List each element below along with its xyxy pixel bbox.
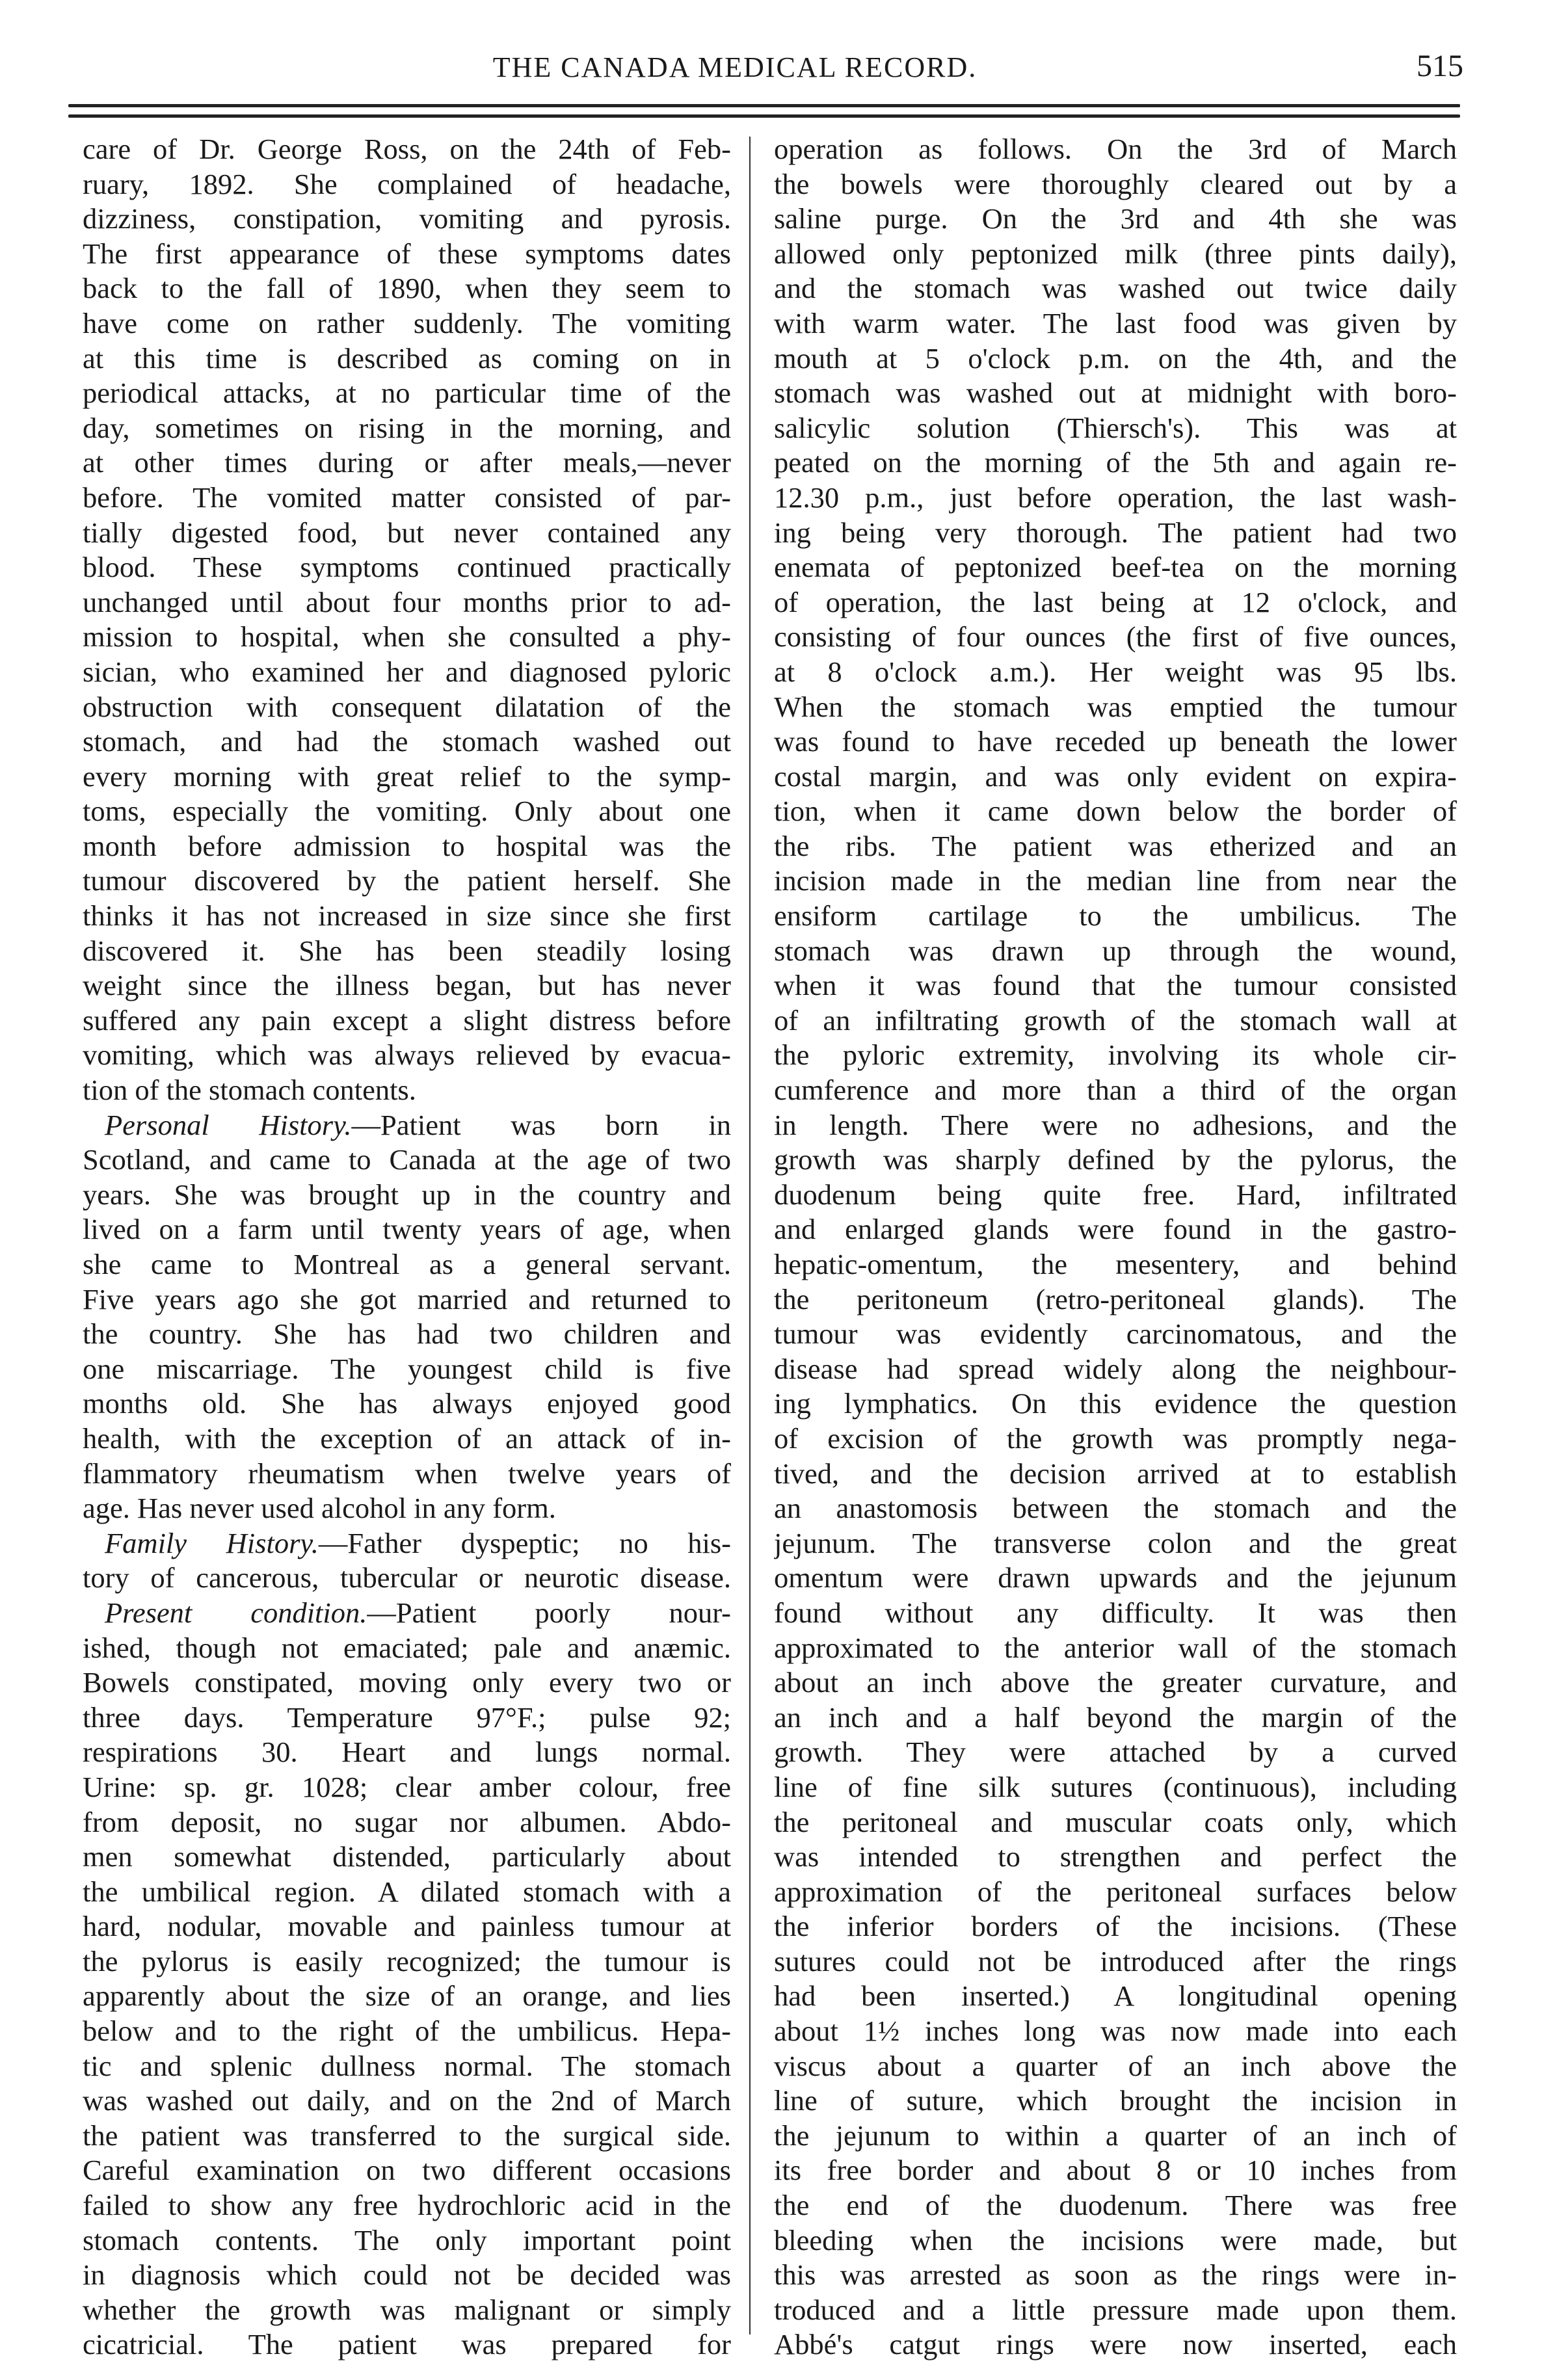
text-line [83, 167, 731, 202]
text-line [83, 1944, 731, 1979]
text-line [774, 968, 1457, 1003]
line-text: stomach was washed out at midnight with boro- [774, 377, 1457, 410]
text-line [774, 1386, 1457, 1421]
text-line [83, 1979, 731, 2014]
text-line [83, 2049, 731, 2084]
line-text: of operation, the last being at 12 o'clock, and [774, 585, 1457, 618]
text-line [83, 1526, 731, 1561]
line-text: hard, nodular, movable and painless tumour at [83, 1910, 731, 1943]
line-text: the country. She has had two children and [83, 1317, 731, 1351]
left-column [83, 132, 731, 2362]
line-text: flammatory rheumatism when twelve years of [83, 1457, 731, 1490]
section-heading: Family History. [105, 1526, 319, 1559]
text-line [774, 2014, 1457, 2049]
text-line [83, 1143, 731, 1178]
text-line [774, 794, 1457, 829]
text-line [774, 1457, 1457, 1492]
text-line [774, 1770, 1457, 1805]
text-line [83, 690, 731, 725]
line-text: ruary, 1892. She complained of headache, [83, 167, 731, 200]
text-line [774, 2119, 1457, 2154]
text-line [774, 1352, 1457, 1387]
text-line [83, 2223, 731, 2258]
text-line [83, 2153, 731, 2188]
line-text: approximation of the peritoneal surfaces below [774, 1875, 1457, 1908]
text-line [83, 794, 731, 829]
text-line [774, 1178, 1457, 1213]
text-line [774, 760, 1457, 795]
line-text: growth was sharply defined by the pylorus, the [774, 1143, 1457, 1176]
line-text: tived, and the decision arrived at to establish [774, 1457, 1457, 1490]
line-text: Scotland, and came to Canada at the age of two [83, 1143, 731, 1176]
text-line [83, 1491, 731, 1526]
text-line [774, 1700, 1457, 1736]
line-text: operation as follows. On the 3rd of March [774, 133, 1457, 165]
text-line [83, 1457, 731, 1492]
line-text: years. She was brought up in the country and [83, 1178, 731, 1211]
text-line [83, 1317, 731, 1352]
line-text: weight since the illness began, but has never [83, 969, 731, 1002]
line-text: incision made in the median line from near the [774, 864, 1457, 897]
line-text: below and to the right of the umbilicus. Hepa- [83, 2015, 731, 2048]
line-text: at 8 o'clock a.m.). Her weight was 95 lbs. [774, 655, 1457, 688]
text-line [83, 202, 731, 237]
line-text: tumour discovered by the patient herself. She [83, 864, 731, 897]
text-line [774, 585, 1457, 620]
text-line [83, 934, 731, 969]
text-line [83, 2258, 731, 2293]
text-line [774, 306, 1457, 341]
line-text: was washed out daily, and on the 2nd of March [83, 2084, 731, 2117]
text-line [83, 1212, 731, 1247]
text-line [83, 376, 731, 411]
line-text: duodenum being quite free. Hard, infiltrated [774, 1178, 1457, 1211]
line-text: the end of the duodenum. There was free [774, 2189, 1457, 2222]
line-text: discovered it. She has been steadily losing [83, 934, 731, 967]
text-line [774, 2049, 1457, 2084]
text-line [774, 1282, 1457, 1317]
text-line [774, 1108, 1457, 1143]
line-text: of an infiltrating growth of the stomach wall at [774, 1003, 1457, 1037]
line-text: month before admission to hospital was the [83, 829, 731, 862]
text-line [774, 2188, 1457, 2223]
text-line [774, 1596, 1457, 1631]
line-text: blood. These symptoms continued practically [83, 551, 731, 584]
text-line [774, 1944, 1457, 1979]
text-line [83, 1631, 731, 1666]
section-heading: Present condition. [105, 1596, 367, 1629]
line-text: the inferior borders of the incisions. (These [774, 1910, 1457, 1943]
line-text: respirations 30. Heart and lungs normal. [83, 1736, 731, 1769]
line-text: saline purge. On the 3rd and 4th she was [774, 202, 1457, 235]
header-rule [68, 114, 1460, 118]
text-line [83, 1282, 731, 1317]
text-line [774, 481, 1457, 516]
line-text: hepatic-omentum, the mesentery, and behind [774, 1248, 1457, 1280]
text-line [83, 2083, 731, 2119]
text-line [774, 1735, 1457, 1770]
text-line [774, 724, 1457, 760]
line-text: health, with the exception of an attack of in- [83, 1421, 731, 1455]
line-text: in diagnosis which could not be decided was [83, 2258, 731, 2292]
line-text: found without any difficulty. It was then [774, 1596, 1457, 1629]
text-line [774, 516, 1457, 551]
line-text: ing lymphatics. On this evidence the question [774, 1387, 1457, 1420]
line-text: tion of the stomach contents. [83, 1074, 416, 1107]
text-line [83, 1561, 731, 1596]
text-line [774, 864, 1457, 899]
line-text: toms, especially the vomiting. Only about one [83, 795, 731, 828]
line-text: and enlarged glands were found in the gastro- [774, 1213, 1457, 1246]
text-line [83, 620, 731, 655]
line-text: tic and splenic dullness normal. The stomach [83, 2049, 731, 2082]
text-line [83, 2293, 731, 2328]
line-text: viscus about a quarter of an inch above the [774, 2049, 1457, 2082]
line-text: an anastomosis between the stomach and the [774, 1492, 1457, 1525]
text-line [83, 1038, 731, 1073]
text-line [774, 690, 1457, 725]
line-text: enemata of peptonized beef-tea on the morning [774, 551, 1457, 584]
line-text: and the stomach was washed out twice daily [774, 272, 1457, 305]
line-text: unchanged until about four months prior to ad- [83, 585, 731, 618]
line-text: the jejunum to within a quarter of an inch of [774, 2119, 1457, 2152]
text-line [774, 271, 1457, 306]
text-line [774, 237, 1457, 272]
line-text: this was arrested as soon as the rings were in- [774, 2258, 1457, 2292]
text-line [83, 2119, 731, 2154]
text-line [83, 655, 731, 690]
line-text: the bowels were thoroughly cleared out by a [774, 167, 1457, 200]
text-line [774, 2327, 1457, 2362]
line-text: its free border and about 8 or 10 inches from [774, 2154, 1457, 2187]
text-line [774, 1979, 1457, 2014]
line-text: —Father dyspeptic; no his- [318, 1526, 731, 1559]
text-line [774, 899, 1457, 934]
line-text: 12.30 p.m., just before operation, the last wash- [774, 481, 1457, 514]
header-rule [68, 104, 1460, 107]
line-text: whether the growth was malignant or simply [83, 2293, 731, 2326]
line-text: the ribs. The patient was etherized and an [774, 829, 1457, 862]
line-text: approximated to the anterior wall of the stomach [774, 1631, 1457, 1664]
text-line [83, 341, 731, 377]
text-line [774, 1840, 1457, 1875]
text-line [83, 237, 731, 272]
text-line [774, 1665, 1457, 1700]
text-line [774, 202, 1457, 237]
line-text: stomach was drawn up through the wound, [774, 934, 1457, 967]
text-line [774, 376, 1457, 411]
line-text: every morning with great relief to the symp- [83, 760, 731, 793]
line-text: Five years ago she got married and returned to [83, 1282, 731, 1316]
line-text: tumour was evidently carcinomatous, and the [774, 1317, 1457, 1351]
line-text: growth. They were attached by a curved [774, 1736, 1457, 1769]
text-line [83, 1700, 731, 1736]
text-line [83, 2014, 731, 2049]
page-number: 515 [1417, 49, 1463, 83]
line-text: jejunum. The transverse colon and the great [774, 1526, 1457, 1559]
line-text: tion, when it came down below the border of [774, 795, 1457, 828]
text-line [83, 1805, 731, 1840]
line-text: with warm water. The last food was given by [774, 306, 1457, 339]
line-text: sutures could not be introduced after the rings [774, 1944, 1457, 1977]
text-line [83, 1352, 731, 1387]
line-text: ing being very thorough. The patient had two [774, 516, 1457, 549]
text-line [774, 1073, 1457, 1108]
line-text: of excision of the growth was promptly nega- [774, 1421, 1457, 1455]
line-text: one miscarriage. The youngest child is five [83, 1352, 731, 1385]
text-line [774, 1491, 1457, 1526]
line-text: was intended to strengthen and perfect the [774, 1840, 1457, 1873]
line-text: about 1½ inches long was now made into each [774, 2015, 1457, 2048]
line-text: the peritoneum (retro-peritoneal glands). The [774, 1282, 1457, 1316]
text-line [83, 1770, 731, 1805]
line-text: the pylorus is easily recognized; the tumour is [83, 1944, 731, 1977]
line-text: bleeding when the incisions were made, but [774, 2223, 1457, 2256]
text-line [774, 620, 1457, 655]
text-line [83, 516, 731, 551]
text-line [774, 341, 1457, 377]
text-line [774, 1805, 1457, 1840]
line-text: stomach, and had the stomach washed out [83, 725, 731, 758]
line-text: cumference and more than a third of the organ [774, 1074, 1457, 1107]
line-text: Bowels constipated, moving only every two or [83, 1666, 731, 1699]
line-text: consisting of four ounces (the first of five ounces, [774, 620, 1457, 654]
text-line [774, 1631, 1457, 1666]
line-text: mission to hospital, when she consulted a phy- [83, 620, 731, 654]
line-text: was found to have receded up beneath the lower [774, 725, 1457, 758]
line-text: when it was found that the tumour consisted [774, 969, 1457, 1002]
line-text: three days. Temperature 97°F.; pulse 92; [83, 1700, 731, 1734]
line-text: tially digested food, but never contained any [83, 516, 731, 549]
line-text: omentum were drawn upwards and the jejunum [774, 1561, 1457, 1594]
text-line [83, 411, 731, 446]
line-text: costal margin, and was only evident on expira- [774, 760, 1457, 793]
text-line [774, 1909, 1457, 1944]
text-line [774, 1421, 1457, 1457]
text-line [774, 2293, 1457, 2328]
line-text: cicatricial. The patient was prepared for [83, 2328, 731, 2361]
text-line [83, 481, 731, 516]
line-text: she came to Montreal as a general servant. [83, 1248, 731, 1280]
text-line [83, 550, 731, 585]
line-text: months old. She has always enjoyed good [83, 1387, 731, 1420]
text-line [83, 1073, 731, 1108]
text-line [83, 306, 731, 341]
text-line [774, 2153, 1457, 2188]
line-text: failed to show any free hydrochloric acid in the [83, 2189, 731, 2222]
text-line [774, 829, 1457, 864]
line-text: allowed only peptonized milk (three pints daily), [774, 237, 1457, 270]
text-line [774, 1038, 1457, 1073]
line-text: peated on the morning of the 5th and again re- [774, 446, 1457, 479]
line-text: about an inch above the greater curvature, and [774, 1666, 1457, 1699]
line-text: at other times during or after meals,—never [83, 446, 731, 479]
line-text: lived on a farm until twenty years of age, when [83, 1213, 731, 1246]
text-line [83, 1247, 731, 1282]
text-line [774, 550, 1457, 585]
text-line [83, 899, 731, 934]
text-line [774, 934, 1457, 969]
text-line [774, 1247, 1457, 1282]
line-text: periodical attacks, at no particular time of the [83, 377, 731, 410]
line-text: have come on rather suddenly. The vomiting [83, 306, 731, 339]
line-text: age. Has never used alcohol in any form. [83, 1492, 556, 1525]
text-line [83, 1735, 731, 1770]
text-line [83, 760, 731, 795]
text-line [83, 1108, 731, 1143]
line-text: had been inserted.) A longitudinal opening [774, 1979, 1457, 2013]
line-text: When the stomach was emptied the tumour [774, 690, 1457, 723]
line-text: the peritoneal and muscular coats only, which [774, 1805, 1457, 1838]
line-text: care of Dr. George Ross, on the 24th of Feb- [83, 133, 731, 165]
text-line [83, 445, 731, 481]
text-line [83, 864, 731, 899]
line-text: —Patient poorly nour- [367, 1596, 731, 1629]
text-line [774, 167, 1457, 202]
text-line [774, 411, 1457, 446]
text-line [83, 829, 731, 864]
text-line [83, 1840, 731, 1875]
running-head-title: THE CANADA MEDICAL RECORD. [492, 51, 978, 83]
line-text: the patient was transferred to the surgical side. [83, 2119, 731, 2152]
line-text: ished, though not emaciated; pale and anæmic. [83, 1631, 731, 1664]
line-text: disease had spread widely along the neighbour- [774, 1352, 1457, 1385]
line-text: obstruction with consequent dilatation of the [83, 690, 731, 723]
line-text: apparently about the size of an orange, and lies [83, 1979, 731, 2013]
text-line [774, 132, 1457, 167]
line-text: —Patient was born in [351, 1108, 731, 1141]
line-text: before. The vomited matter consisted of par- [83, 481, 731, 514]
line-text: mouth at 5 o'clock p.m. on the 4th, and the [774, 341, 1457, 375]
text-line [83, 1875, 731, 1910]
line-text: thinks it has not increased in size since she first [83, 899, 731, 932]
text-line [83, 1178, 731, 1213]
text-line [774, 2258, 1457, 2293]
text-line [83, 1665, 731, 1700]
text-line [774, 1875, 1457, 1910]
text-line [83, 2188, 731, 2223]
text-line [83, 271, 731, 306]
line-text: ensiform cartilage to the umbilicus. The [774, 899, 1457, 932]
line-text: line of suture, which brought the incision in [774, 2084, 1457, 2117]
text-line [774, 1212, 1457, 1247]
text-line [83, 968, 731, 1003]
line-text: troduced and a little pressure made upon them. [774, 2293, 1457, 2326]
text-line [83, 1596, 731, 1631]
column-divider [749, 137, 751, 2334]
line-text: tory of cancerous, tubercular or neurotic disease. [83, 1561, 731, 1594]
text-line [774, 1003, 1457, 1038]
text-line [83, 132, 731, 167]
text-line [774, 1143, 1457, 1178]
line-text: Careful examination on two different occasions [83, 2154, 731, 2187]
text-line [774, 2083, 1457, 2119]
line-text: at this time is described as coming on in [83, 341, 731, 375]
line-text: back to the fall of 1890, when they seem to [83, 272, 731, 305]
text-line [774, 655, 1457, 690]
text-line [774, 1561, 1457, 1596]
line-text: day, sometimes on rising in the morning, and [83, 411, 731, 444]
text-line [774, 1526, 1457, 1561]
line-text: suffered any pain except a slight distress before [83, 1003, 731, 1037]
text-line [83, 1421, 731, 1457]
line-text: the pyloric extremity, involving its whole cir- [774, 1038, 1457, 1072]
line-text: dizziness, constipation, vomiting and pyrosis. [83, 202, 731, 235]
line-text: in length. There were no adhesions, and the [774, 1108, 1457, 1141]
text-line [83, 2327, 731, 2362]
line-text: The first appearance of these symptoms dates [83, 237, 731, 270]
text-line [83, 1003, 731, 1038]
section-heading: Personal History. [105, 1108, 352, 1141]
right-column [774, 132, 1457, 2362]
line-text: men somewhat distended, particularly about [83, 1840, 731, 1873]
text-line [83, 724, 731, 760]
line-text: sician, who examined her and diagnosed pyloric [83, 655, 731, 688]
line-text: from deposit, no sugar nor albumen. Abdo- [83, 1805, 731, 1838]
line-text: stomach contents. The only important point [83, 2223, 731, 2256]
text-line [83, 1386, 731, 1421]
line-text: Urine: sp. gr. 1028; clear amber colour, free [83, 1770, 731, 1803]
text-line [774, 2223, 1457, 2258]
line-text: line of fine silk sutures (continuous), including [774, 1770, 1457, 1803]
line-text: the umbilical region. A dilated stomach with a [83, 1875, 731, 1908]
line-text: salicylic solution (Thiersch's). This was at [774, 411, 1457, 444]
text-line [774, 445, 1457, 481]
line-text: an inch and a half beyond the margin of the [774, 1700, 1457, 1734]
line-text: Abbé's catgut rings were now inserted, each [774, 2328, 1457, 2361]
text-line [83, 1909, 731, 1944]
text-line [774, 1317, 1457, 1352]
text-line [83, 585, 731, 620]
line-text: vomiting, which was always relieved by evacua- [83, 1038, 731, 1072]
